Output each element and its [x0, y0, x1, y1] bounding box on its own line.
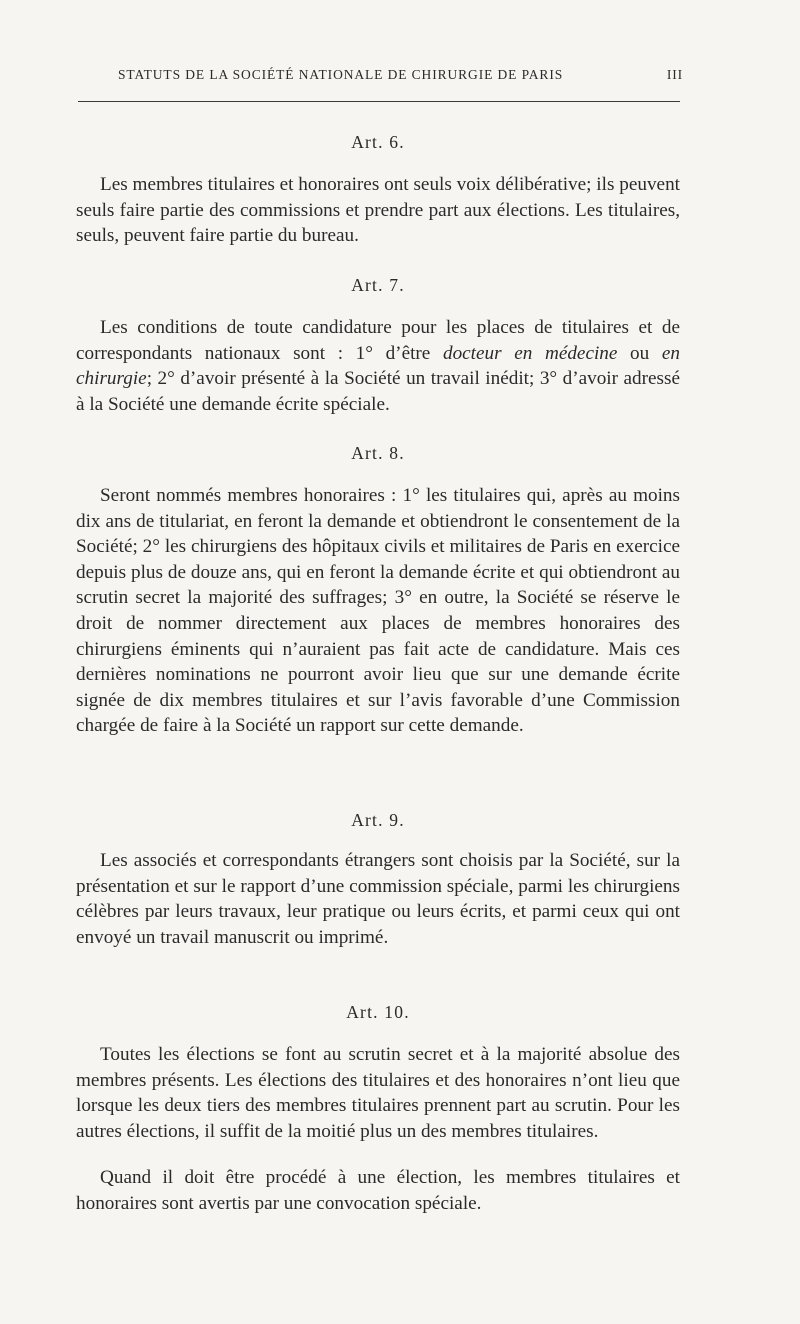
text-run: Quand il doit être procédé à une élection, les membres titulaires et honoraires sont avertis par une convocation spéciale.: [76, 1167, 680, 1214]
article-10-paragraph-2: [76, 1165, 680, 1216]
article-9-heading: Art. 9.: [351, 810, 405, 830]
text-run: Les conditions de toute candidature pour les places de titulaires et de correspondants nationaux sont : 1° d’être: [76, 317, 680, 364]
article-10-paragraph-1: [76, 1042, 680, 1144]
running-title: STATUTS DE LA SOCIÉTÉ NATIONALE DE CHIRURGIE DE PARIS: [118, 67, 564, 82]
text-run: Seront nommés membres honoraires : 1° les titulaires qui, après au moins dix ans de titulariat, en feront la demande et obtiendront le consentement de la Société; 2° les chirurgiens des hôpitaux civils et militaires de Paris en exercice depuis plus de douze ans, qui en feront la demande écrite et qui obtiendront au scrutin secret la majorité des suffrages; 3° en outre, la Société se réserve le droit de nommer directement aux places de membres honoraires des chirurgiens éminents qui n’auraient pas fait acte de candidature. Mais ces dernières nominations ne pourront avoir lieu que sur une demande écrite signée de dix membres titulaires et sur l’avis favorable d’une Commission chargée de faire à la Société un rapport sur cette demande.: [76, 485, 680, 737]
page-number: III: [666, 67, 683, 82]
italic-text-run: docteur en médecine: [442, 342, 618, 364]
article-9-paragraph: [76, 848, 680, 950]
header-rule: [78, 101, 680, 102]
italic-text-run: en chirurgie: [76, 342, 680, 390]
article-6-paragraph: [76, 172, 680, 249]
text-run: Toutes les élections se font au scrutin secret et à la majorité absolue des membres présents. Les élections des titulaires et des honoraires n’ont lieu que lorsque les deux tiers des membres titulaires prennent part au scrutin. Pour les autres élections, il suffit de la moitié plus un des membres titulaires.: [76, 1044, 680, 1142]
article-7-heading: Art. 7.: [351, 275, 405, 295]
article-10-heading: Art. 10.: [346, 1002, 410, 1022]
running-head: [118, 64, 683, 86]
text-run: ; 2° d’avoir présenté à la Société un travail inédit; 3° d’avoir adressé à la Société une demande écrite spéciale.: [76, 368, 680, 415]
article-7-paragraph: [76, 315, 680, 417]
article-8-paragraph: [76, 483, 680, 739]
text-run: Les membres titulaires et honoraires ont seuls voix délibérative; ils peuvent seuls faire partie des commissions et prendre part aux élections. Les titulaires, seuls, peuvent faire partie du bureau.: [76, 174, 680, 247]
text-run: Les associés et correspondants étrangers sont choisis par la Société, sur la présentation et sur le rapport d’une commission spéciale, parmi les chirurgiens célèbres par leurs travaux, leur pratique ou leurs écrits, et parmi ceux qui ont envoyé un travail manuscrit ou imprimé.: [76, 850, 680, 948]
article-8-heading: Art. 8.: [351, 443, 405, 463]
article-6-heading: Art. 6.: [351, 132, 405, 152]
text-run: ou: [617, 342, 662, 364]
